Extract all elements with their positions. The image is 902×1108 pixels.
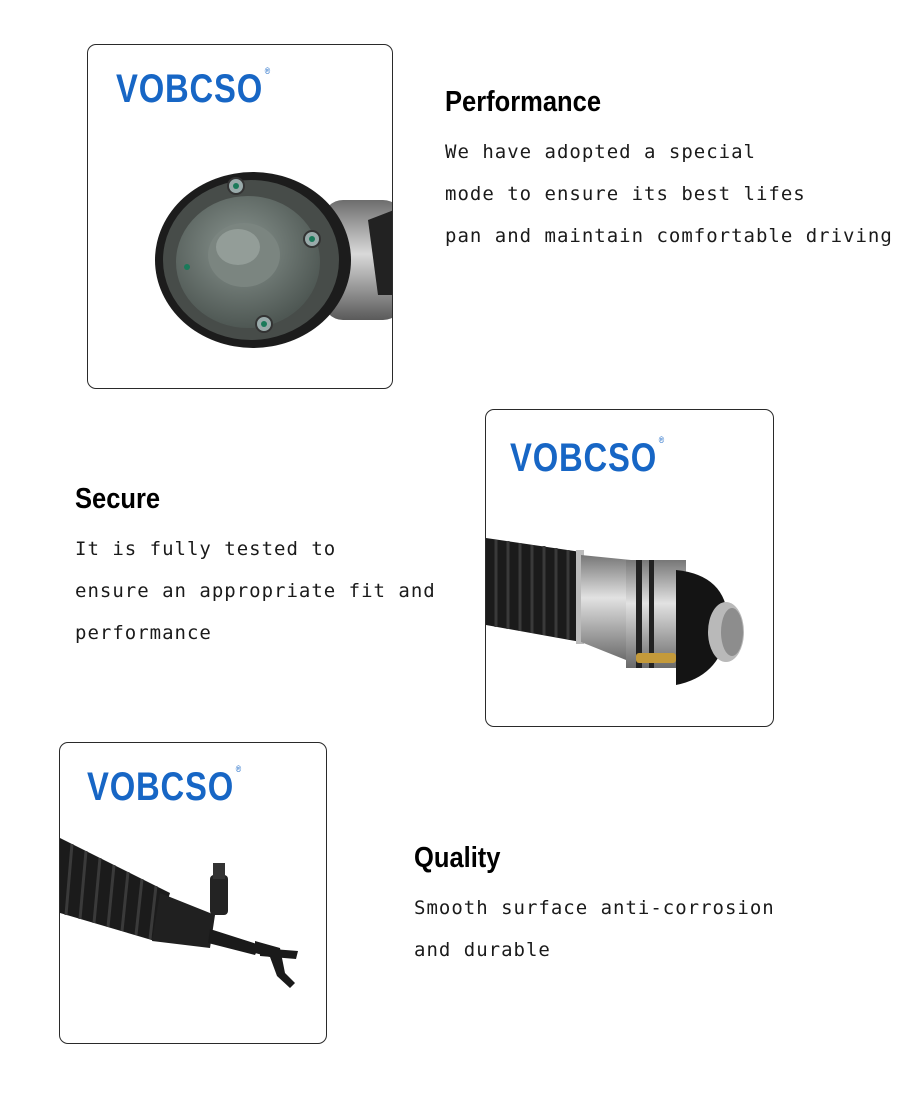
air-suspension-bellows-side-image: [486, 410, 774, 727]
section-text-line: mode to ensure its best lifes: [445, 183, 806, 205]
section-heading-quality: Quality: [414, 842, 501, 874]
brand-logo: VOBCSO ®: [87, 764, 242, 809]
air-suspension-fork-mount-image: [60, 743, 327, 1044]
product-image-card-quality: [59, 742, 327, 1044]
product-image-card-performance: [87, 44, 393, 389]
section-text-line: and durable: [414, 939, 551, 961]
section-text-line: It is fully tested to: [75, 538, 337, 560]
section-heading-performance: Performance: [445, 86, 602, 118]
product-image-card-secure: [485, 409, 774, 727]
section-text-line: pan and maintain comfortable driving: [445, 225, 893, 247]
air-suspension-top-mount-image: [88, 45, 393, 389]
section-heading-secure: Secure: [75, 483, 161, 515]
section-text-line: Smooth surface anti-corrosion: [414, 897, 775, 919]
section-text-line: We have adopted a special: [445, 141, 756, 163]
section-text-line: ensure an appropriate fit and: [75, 580, 436, 602]
brand-logo: VOBCSO ®: [116, 66, 271, 111]
section-text-line: performance: [75, 622, 212, 644]
brand-logo: VOBCSO ®: [510, 435, 665, 480]
